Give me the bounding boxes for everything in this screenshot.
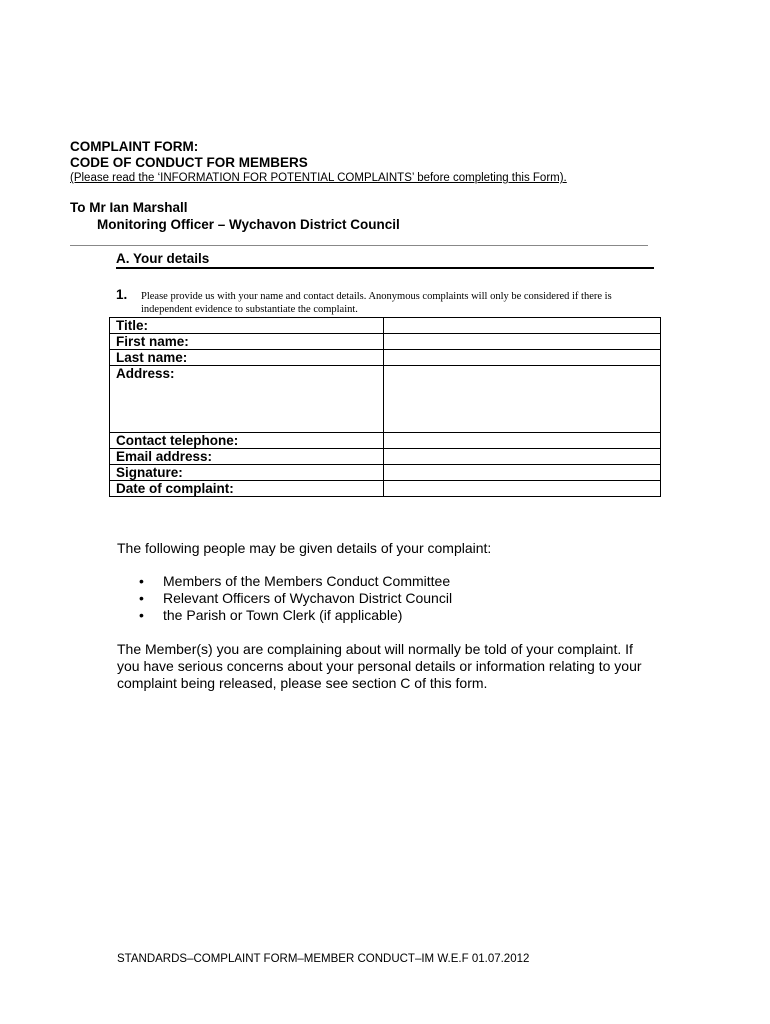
list-item-text: Relevant Officers of Wychavon District Council (163, 590, 453, 606)
date-of-complaint-field[interactable] (384, 481, 661, 497)
table-row (110, 465, 661, 481)
field-label-title: Title: (110, 318, 384, 334)
field-label-signature: Signature: (110, 465, 384, 481)
list-item-text: Members of the Members Conduct Committee (163, 573, 451, 589)
table-row (110, 334, 661, 350)
table-row (110, 350, 661, 366)
field-label-contact-telephone: Contact telephone: (110, 433, 384, 449)
field-label-email-address: Email address: (110, 449, 384, 465)
section-a-heading: A. Your details (116, 251, 654, 269)
table-row (110, 449, 661, 465)
last-name-field[interactable] (384, 350, 661, 366)
address-field[interactable] (384, 366, 661, 433)
bullet-icon: • (139, 590, 144, 606)
table-row (110, 481, 661, 497)
bullet-icon: • (139, 573, 144, 589)
form-title-line2: CODE OF CONDUCT FOR MEMBERS (70, 155, 308, 170)
question-number: 1. (116, 287, 128, 302)
addressee-name: To Mr Ian Marshall (70, 200, 188, 215)
signature-field[interactable] (384, 465, 661, 481)
contact-telephone-field[interactable] (384, 433, 661, 449)
sharing-intro: The following people may be given details of your complaint: (117, 540, 492, 556)
field-label-address: Address: (110, 366, 384, 433)
table-row (110, 366, 661, 433)
field-label-first-name: First name: (110, 334, 384, 350)
page-footer: STANDARDS–COMPLAINT FORM–MEMBER CONDUCT–IM W.E.F 01.07.2012 (117, 953, 530, 965)
addressee-role: Monitoring Officer – Wychavon District Council (97, 217, 400, 232)
form-title (70, 139, 308, 171)
separator-line (70, 245, 648, 246)
instructions-note: (Please read the ‘INFORMATION FOR POTENTIAL COMPLAINTS’ before completing this Form). (70, 172, 567, 184)
sharing-list (117, 573, 452, 624)
table-row (110, 433, 661, 449)
first-name-field[interactable] (384, 334, 661, 350)
list-item (117, 590, 452, 607)
title-field[interactable] (384, 318, 661, 334)
email-address-field[interactable] (384, 449, 661, 465)
notification-paragraph: The Member(s) you are complaining about will normally be told of your complaint. If you have serious concerns about your personal details or information relating to your complaint being released, please see section C of this form. (117, 641, 642, 691)
details-table (109, 317, 661, 497)
list-item (117, 573, 452, 590)
question-text: Please provide us with your name and contact details. Anonymous complaints will only be considered if there is independent evidence to substantiate the complaint. (141, 291, 612, 315)
bullet-icon: • (139, 607, 144, 623)
table-row (110, 318, 661, 334)
field-label-last-name: Last name: (110, 350, 384, 366)
list-item (117, 607, 452, 624)
field-label-date-of-complaint: Date of complaint: (110, 481, 384, 497)
form-title-line1: COMPLAINT FORM: (70, 139, 199, 154)
list-item-text: the Parish or Town Clerk (if applicable) (163, 607, 403, 623)
